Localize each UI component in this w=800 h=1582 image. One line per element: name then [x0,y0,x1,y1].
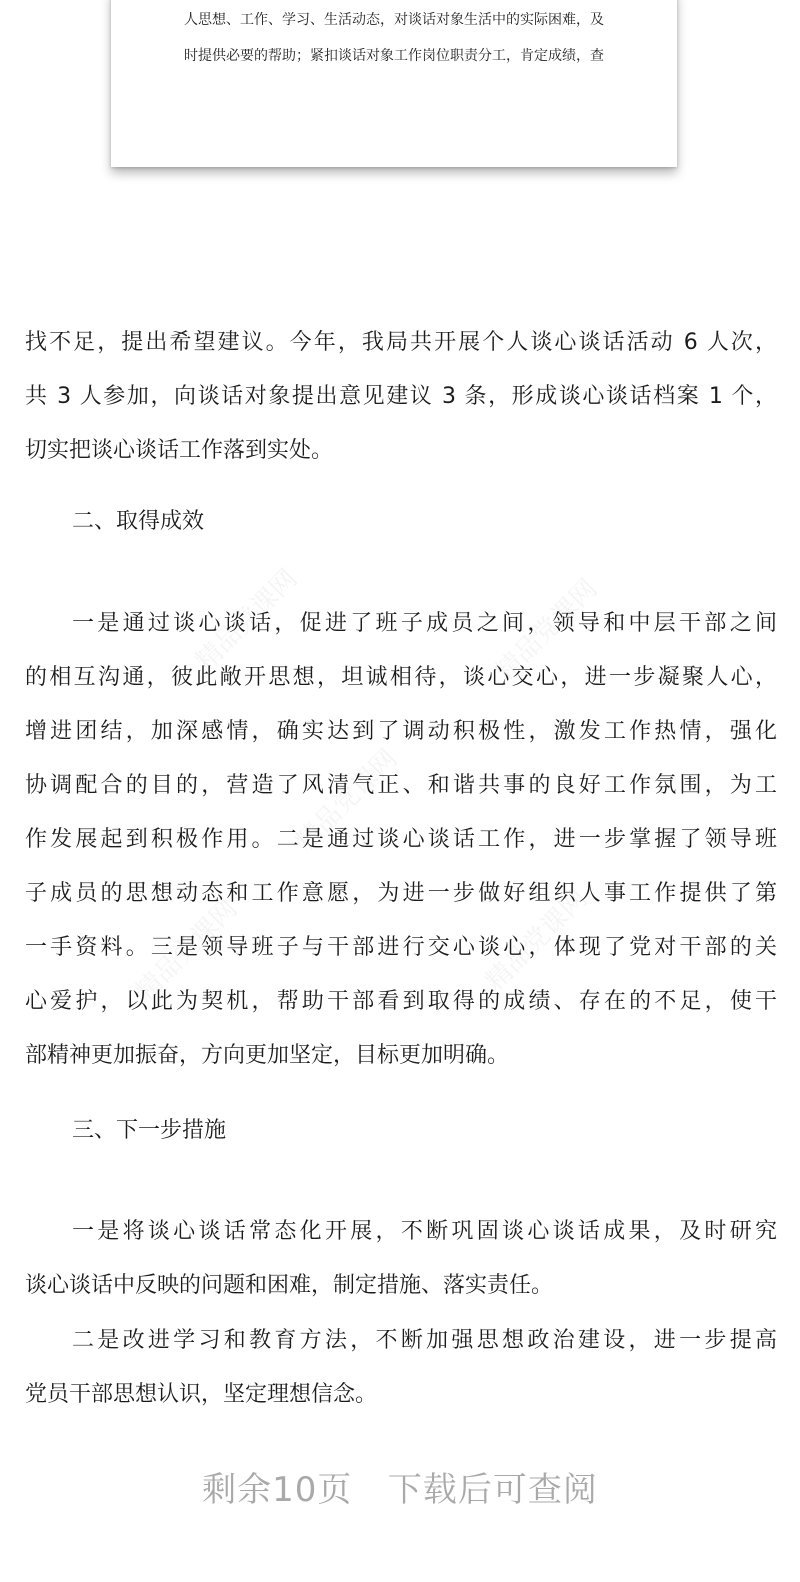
text-line: 部精神更加振奋，方向更加坚定，目标更加明确。 [25,1043,510,1068]
text-line: 一是通过谈心谈话，促进了班子成员之间，领导和中层干部之间 [72,611,777,636]
text-line: 增进团结，加深感情，确实达到了调动积极性，激发工作热情，强化 [25,719,777,744]
section3-paragraph-1 [25,1205,777,1313]
preview-line-2: 时提供必要的帮助；紧扣谈话对象工作岗位职责分工，肯定成绩，查 [184,48,604,64]
page-preview-card [111,0,677,167]
download-to-read-label: 下载后可查阅 [387,1470,598,1510]
remaining-pages-label: 剩余10页 [202,1470,353,1510]
text-line: 切实把谈心谈话工作落到实处。 [25,438,334,463]
text-line: 党员干部思想认识，坚定理想信念。 [25,1382,378,1407]
text-line: 的相互沟通，彼此敞开思想，坦诚相待，谈心交心，进一步凝聚人心， [25,665,777,690]
text-line: 子成员的思想动态和工作意愿，为进一步做好组织人事工作提供了第 [25,881,777,906]
text-line: 二是改进学习和教育方法，不断加强思想政治建设，进一步提高 [72,1328,777,1353]
text-line: 一手资料。三是领导班子与干部进行交心谈心，体现了党对干部的关 [25,935,777,960]
watermark: 精品党课网 [190,563,304,677]
text-line: 找不足，提出希望建议。今年，我局共开展个人谈心谈话活动 6 人次， [25,330,777,355]
section1-tail-paragraph [25,316,777,478]
text-line: 心爱护，以此为契机，帮助干部看到取得的成绩、存在的不足，使干 [25,989,777,1014]
watermark: 精品党课网 [130,893,244,1007]
watermark: 精品党课网 [290,743,404,857]
section-heading-next-steps: 三、下一步措施 [72,1118,227,1143]
text-line: 谈心谈话中反映的问题和困难，制定措施、落实责任。 [25,1273,554,1298]
preview-line-1: 人思想、工作、学习、生活动态，对谈话对象生活中的实际困难，及 [184,12,604,28]
watermark: 精品党课网 [480,883,594,997]
section-heading-results: 二、取得成效 [72,509,205,534]
download-prompt[interactable] [0,1468,800,1512]
text-line: 一是将谈心谈话常态化开展，不断巩固谈心谈话成果，及时研究 [72,1219,777,1244]
text-line: 协调配合的目的，营造了风清气正、和谐共事的良好工作氛围，为工 [25,773,777,798]
section2-paragraph [25,597,777,1083]
watermark: 精品党课网 [490,573,604,687]
section3-paragraph-2 [25,1314,777,1422]
text-line: 共 3 人参加，向谈话对象提出意见建议 3 条，形成谈心谈话档案 1 个， [25,384,777,409]
text-line: 作发展起到积极作用。二是通过谈心谈话工作，进一步掌握了领导班 [25,827,777,852]
